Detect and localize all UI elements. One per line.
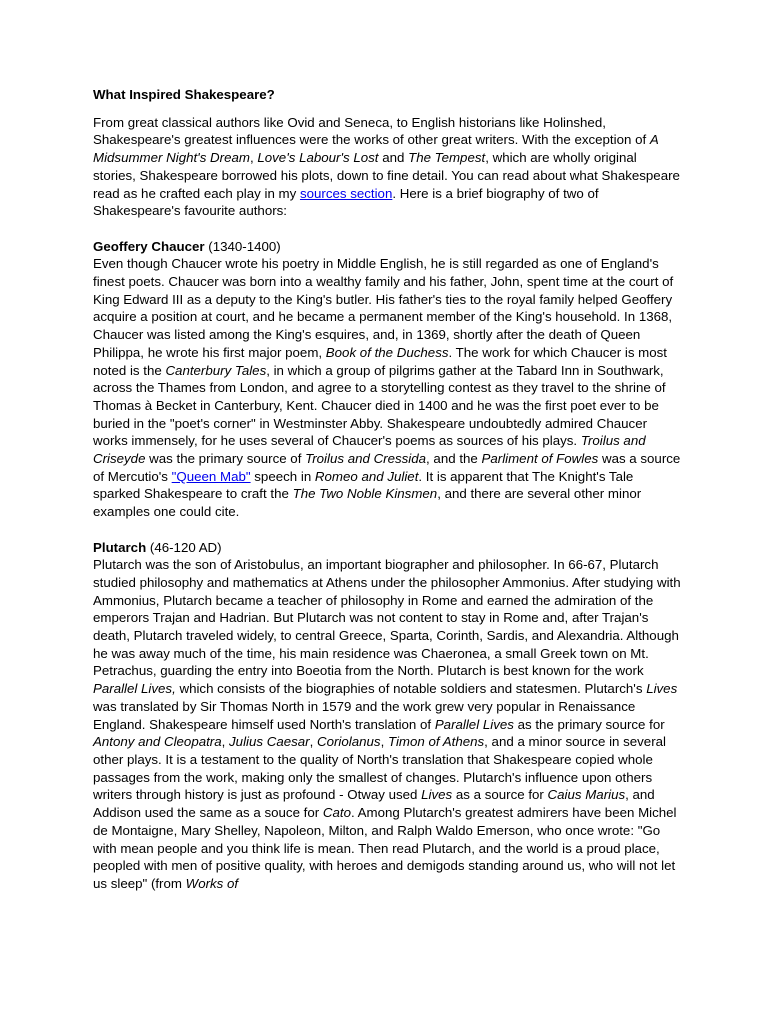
italic-title-text: Timon of Athens	[387, 734, 485, 750]
plutarch-heading: Plutarch	[93, 539, 147, 555]
italic-title-text: Cato	[322, 805, 351, 821]
italic-title-text: Canterbury Tales	[165, 362, 267, 378]
chaucer-section	[93, 238, 683, 521]
italic-title-text: Caius Marius	[547, 787, 626, 803]
body-text: Plutarch was the son of Aristobulus, an important biographer and philosopher. In 66-67, Plutarch studied philosophy and mathematics at Athens under the philosopher Ammonius. After studying with Ammonius, Plutarch became a teacher of philosophy in Rome and earned the admiration of the emperors Trajan and Hadrian. But Plutarch was not content to stay in Rome and, after Trajan's death, Plutarch traveled widely, to central Greece, Sparta, Corinth, Sardis, and Alexandria. Although he was away much of the time, his main residence was Chaeronea, a small Greek town on Mt. Petrachus, guarding the entry into Boeotia from the North. Plutarch is best known for the work	[93, 557, 681, 679]
italic-title-text: Lives	[421, 787, 453, 803]
body-text: (46-120 AD)	[146, 539, 222, 555]
italic-title-text: A Midsummer Night's Dream	[93, 132, 659, 166]
body-text: Even though Chaucer wrote his poetry in Middle English, he is still regarded as one of England's finest poets. Chaucer was born into a wealthy family and his father, John, spent time at the court of King Edward III as a deputy to the King's butler. His father's ties to the royal family helped Geoffery acquire a position at court, and he became a permanent member of the King's household. In 1368, Chaucer was listed among the King's esquires, and, in 1369, shortly after the death of Queen Philippa, he wrote his first major poem,	[93, 256, 674, 360]
body-text: ,	[309, 734, 317, 750]
italic-title-text: The Tempest	[408, 150, 486, 166]
italic-title-text: Troilus and Criseyde	[93, 433, 646, 467]
intro-paragraph	[93, 114, 683, 220]
body-text: , and Addison used the same as a souce for	[93, 787, 655, 821]
italic-title-text: Romeo and Juliet	[314, 468, 419, 484]
italic-title-text: Antony and Cleopatra	[93, 734, 222, 750]
italic-title-text: Julius Caesar	[229, 734, 310, 750]
italic-title-text: Works of	[185, 875, 239, 891]
body-text: as the primary source for	[513, 716, 665, 732]
body-text: . Among Plutarch's greatest admirers have been Michel de Montaigne, Mary Shelley, Napoleon, Milton, and Ralph Waldo Emerson, who once wrote: "Go with mean people and you think life is mean. Then read Plutarch, and the world is a proud place, peopled with men of positive quality, with heroes and demigods standing around us, who will not let us sleep" (from	[93, 805, 677, 891]
body-text: was a source of Mercutio's	[93, 451, 681, 484]
body-text: From great classical authors like Ovid and Seneca, to English historians like Holinshed, Shakespeare's greatest influences were the works of other great writers. With the exception of	[93, 114, 650, 148]
italic-title-text: The Two Noble Kinsmen	[292, 486, 438, 502]
body-text: ,	[249, 150, 258, 166]
body-text: was the primary source of	[145, 451, 306, 467]
italic-title-text: Love's Labour's Lost	[257, 150, 379, 166]
queen-mab-link[interactable]: "Queen Mab"	[171, 468, 251, 484]
body-text: , and the	[426, 451, 482, 467]
italic-title-text: Parallel Lives	[434, 716, 514, 732]
italic-title-text: Parliment of Fowles	[481, 451, 599, 467]
body-text: . Here is a brief biography of two of Shakespeare's favourite authors:	[93, 185, 599, 219]
italic-title-text: Coriolanus	[316, 734, 381, 750]
italic-title-text: Book of the Duchess	[325, 344, 449, 360]
body-text: , in which a group of pilgrims gather at the Tabard Inn in Southwark, across the Thames from London, and agree to a storytelling contest as they travel to the shrine of Thomas à Becket in Canterbury, Kent. Chaucer died in 1400 and he was the first poet ever to be buried in the "poet's corner" in Westminster Abby. Shakespeare undoubtedly admired Chaucer works immensely, for he uses several of Chaucer's poems as sources of his plays.	[93, 362, 666, 449]
plutarch-section	[93, 539, 683, 893]
body-text: ,	[380, 734, 388, 750]
body-text: speech in	[250, 468, 315, 484]
body-text: , and a minor source in several other plays. It is a testament to the quality of North's translation that Shakespeare copied whole passages from the work, making only the smallest of changes. Plutarch's influence upon others writers through history is just as profound - Otway used	[93, 734, 666, 803]
body-text: as a source for	[452, 787, 548, 803]
body-text: and	[378, 150, 409, 166]
page-title: What Inspired Shakespeare?	[93, 87, 275, 102]
body-text: (1340-1400)	[204, 238, 281, 254]
italic-title-text: Troilus and Cressida	[305, 451, 427, 467]
document-page	[93, 86, 683, 910]
body-text: . The work for which Chaucer is most noted is the	[93, 344, 667, 378]
chaucer-heading: Geoffery Chaucer	[93, 238, 205, 254]
body-text: ,	[221, 734, 230, 750]
sources-section-link[interactable]: sources section	[299, 185, 393, 201]
italic-title-text: Lives	[646, 681, 678, 697]
body-text: , and there are several other minor examples one could cite.	[93, 486, 642, 520]
body-text: which consists of the biographies of notable soldiers and statesmen. Plutarch's	[175, 681, 647, 697]
body-text: , which are wholly original stories, Shakespeare borrowed his plots, down to fine detail. You can read about what Shakespeare read as he crafted each play in my	[93, 150, 680, 201]
italic-title-text: Parallel Lives,	[93, 681, 176, 697]
body-text: was translated by Sir Thomas North in 1579 and the work grew very popular in Renaissance England. Shakespeare himself used North's translation of	[93, 698, 636, 732]
body-text: . It is apparent that The Knight's Tale sparked Shakespeare to craft the	[93, 468, 634, 502]
